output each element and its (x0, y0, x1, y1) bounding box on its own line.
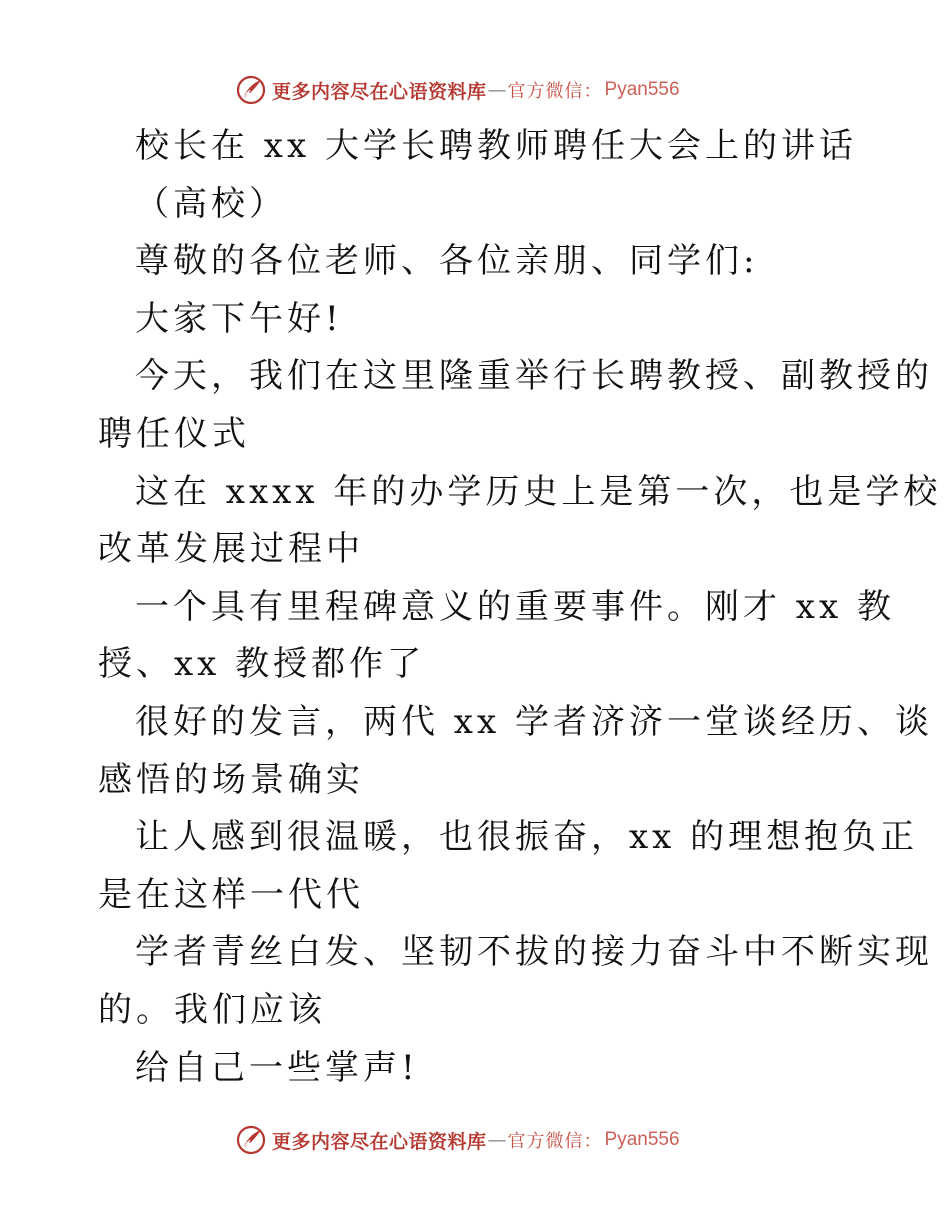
watermark-wechat-label: 官方微信： (507, 81, 603, 102)
feather-pen-logo-icon (236, 75, 266, 105)
watermark-dash: — (487, 79, 507, 101)
speech-title-line-2: （高校） (135, 183, 287, 224)
watermark-brand: 更多内容尽在心语资料库 (272, 80, 487, 103)
footer-watermark (236, 1123, 756, 1157)
document-body (98, 118, 942, 1097)
watermark-wechat-id: Pyan556 (604, 1129, 680, 1150)
paragraph-line: 感悟的场景确实 (98, 759, 364, 800)
header-watermark (236, 73, 756, 107)
paragraph-line: 学者青丝白发、坚韧不拔的接力奋斗中不断实现 (135, 932, 933, 973)
paragraph-line: 聘任仪式 (98, 413, 250, 454)
paragraph-line: 授、xx 教授都作了 (98, 644, 426, 685)
paragraph-line: 改革发展过程中 (98, 529, 364, 570)
greeting: 大家下午好! (135, 298, 343, 339)
paragraph-line: 是在这样一代代 (98, 874, 364, 915)
watermark-wechat-id: Pyan556 (604, 79, 680, 100)
watermark-wechat-label: 官方微信： (507, 1131, 603, 1152)
feather-pen-logo-icon (236, 1125, 266, 1155)
paragraph-line: 很好的发言，两代 xx 学者济济一堂谈经历、谈 (135, 701, 933, 742)
watermark-brand: 更多内容尽在心语资料库 (272, 1130, 487, 1153)
watermark-dash: — (487, 1129, 507, 1151)
paragraph-line: 的。我们应该 (98, 989, 326, 1030)
paragraph-line: 今天，我们在这里隆重举行长聘教授、副教授的 (135, 356, 933, 397)
paragraph-line: 让人感到很温暖，也很振奋，xx 的理想抱负正 (135, 817, 919, 858)
paragraph-line: 一个具有里程碑意义的重要事件。刚才 xx 教 (135, 586, 895, 627)
speech-title-line-1: 校长在 xx 大学长聘教师聘任大会上的讲话 (135, 126, 857, 166)
paragraph-line: 这在 xxxx 年的办学历史上是第一次，也是学校 (135, 471, 942, 512)
paragraph-line: 给自己一些掌声! (135, 1047, 419, 1088)
salutation: 尊敬的各位老师、各位亲朋、同学们: (135, 241, 759, 282)
